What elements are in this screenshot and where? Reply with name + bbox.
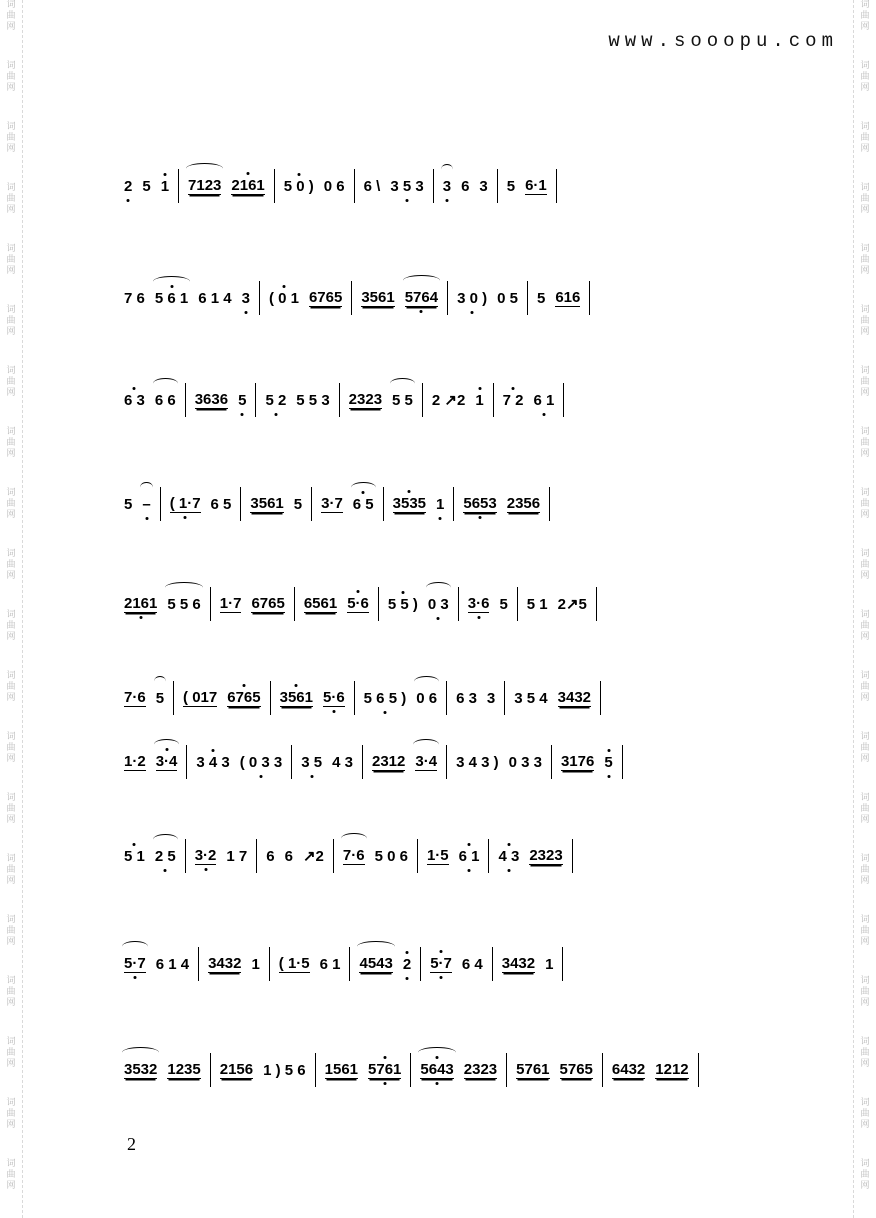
note-group: 1·5 <box>426 847 449 864</box>
measure <box>333 839 417 873</box>
note-group: 5 5 ) <box>387 595 418 613</box>
measure <box>240 487 311 521</box>
note-group: 5·6 <box>322 689 345 706</box>
slur-mark <box>341 833 367 844</box>
note-group: 5 6 1 <box>155 290 188 307</box>
slur-mark <box>390 378 415 389</box>
note-group: 5 <box>124 495 133 513</box>
watermark-mark: 词 曲 网 <box>6 183 16 215</box>
note-group: 5 <box>604 753 613 771</box>
note-group: 5 <box>238 391 247 409</box>
measure <box>270 681 354 715</box>
note-group: 5 5 6 <box>167 596 200 613</box>
note-group: 616 <box>555 289 581 306</box>
note-group: 5 6 5 ) <box>363 689 407 707</box>
note-group: 4543 <box>359 955 392 973</box>
note-group: 6·1 <box>525 177 547 194</box>
watermark-mark: 词 曲 网 <box>860 976 870 1008</box>
note-group: 7·6 <box>343 847 365 865</box>
measure <box>446 681 504 715</box>
watermark-mark: 词 曲 网 <box>6 671 16 703</box>
note-group: 3 <box>443 178 451 195</box>
watermark-mark: 词 曲 网 <box>860 1037 870 1069</box>
watermark-mark: 词 曲 网 <box>6 976 16 1008</box>
note-group: 3636 <box>194 391 229 408</box>
measure <box>118 487 160 521</box>
measure <box>118 587 210 621</box>
slur-mark <box>357 941 394 952</box>
note-group: 2323 <box>348 391 383 408</box>
measure <box>362 745 446 779</box>
measure <box>210 1053 315 1087</box>
note-group: 2161 <box>124 595 158 612</box>
measure <box>255 383 338 417</box>
note-group: 3 4 3 <box>196 753 230 771</box>
note-group: 3 <box>486 689 496 707</box>
measure <box>504 681 601 715</box>
measure <box>506 1053 602 1087</box>
measure <box>178 169 274 203</box>
note-group: 5 5 3 <box>296 391 330 409</box>
note-group: 3561 <box>279 689 313 706</box>
watermark-mark: 词 曲 网 <box>860 793 870 825</box>
note-group: 2323 <box>463 1061 498 1078</box>
slur-mark <box>154 739 180 750</box>
measure <box>118 947 198 981</box>
note-group: 2 <box>124 177 133 195</box>
measure <box>198 947 269 981</box>
note-group: 3·4 <box>156 753 178 771</box>
watermark-mark: 词 曲 网 <box>860 732 870 764</box>
note-group: ( 1·7 <box>169 495 201 512</box>
measure <box>453 487 550 521</box>
note-group: 5 <box>156 690 164 707</box>
measure <box>291 745 362 779</box>
measure <box>527 281 590 315</box>
note-group: 1 <box>436 495 445 513</box>
watermark-mark: 词 曲 网 <box>860 0 870 32</box>
note-group: 6 3 <box>456 689 477 707</box>
note-group: 6 1 4 <box>155 955 190 973</box>
measure <box>433 169 497 203</box>
note-group: 1 <box>160 177 170 195</box>
measure <box>210 587 294 621</box>
measure <box>349 947 420 981</box>
note-group: ( 0 3 3 <box>239 753 283 771</box>
note-group: 4 3 <box>498 847 520 865</box>
note-group: 6561 <box>303 595 338 612</box>
measure <box>488 839 572 873</box>
note-group: 6 6 <box>155 392 176 409</box>
measure <box>493 383 565 417</box>
note-group: 0 6 <box>323 177 345 195</box>
note-group: 3561 <box>361 289 395 306</box>
score-line <box>118 838 768 874</box>
note-group: ( 017 <box>183 689 218 706</box>
measure <box>492 947 564 981</box>
note-group: 2156 <box>219 1061 254 1078</box>
measure <box>185 383 256 417</box>
note-group: 6 5 <box>210 495 232 513</box>
note-group: 0 3 3 <box>508 753 542 771</box>
note-group: 3 <box>241 289 250 307</box>
measure <box>274 169 354 203</box>
watermark-mark: 词 曲 网 <box>860 488 870 520</box>
note-group: 5 <box>536 289 546 307</box>
note-group: 2323 <box>529 847 563 864</box>
note-group: 6 <box>266 847 275 865</box>
measure <box>417 839 489 873</box>
slur-mark <box>414 676 439 687</box>
note-group: 3·2 <box>194 847 217 864</box>
note-group: 2↗5 <box>557 596 587 613</box>
slur-mark <box>140 482 152 493</box>
measure <box>410 1053 506 1087</box>
measure <box>173 681 270 715</box>
slur-mark <box>351 482 376 493</box>
measure <box>118 1053 210 1087</box>
measure <box>446 745 551 779</box>
note-group: 5 1 <box>124 847 145 865</box>
score-line <box>118 680 768 716</box>
watermark-column-left <box>0 0 23 1218</box>
watermark-mark: 词 曲 网 <box>860 183 870 215</box>
note-group: 2 ↗2 <box>431 392 466 409</box>
note-group: 3432 <box>501 955 536 972</box>
note-group: 6 5 <box>353 496 374 513</box>
watermark-mark: 词 曲 网 <box>860 61 870 93</box>
note-group: 5 <box>499 595 508 613</box>
note-group: 5761 <box>368 1061 402 1078</box>
note-group: 5 5 <box>392 392 413 409</box>
slur-mark <box>154 676 166 687</box>
score-line <box>118 946 768 982</box>
slur-mark <box>186 163 223 174</box>
measure <box>422 383 493 417</box>
note-group: 6765 <box>251 595 285 612</box>
note-group: 6765 <box>227 689 261 706</box>
watermark-mark: 词 曲 网 <box>860 122 870 154</box>
note-group: 6 1 <box>319 955 341 973</box>
watermark-mark: 词 曲 网 <box>6 244 16 276</box>
note-group: 7 6 <box>124 289 145 307</box>
note-group: 5 0 ) <box>283 177 314 195</box>
note-group: 1561 <box>324 1061 359 1078</box>
note-group: 2356 <box>506 495 541 512</box>
page-number: 2 <box>127 1134 136 1154</box>
measure <box>517 587 597 621</box>
watermark-mark: 词 曲 网 <box>6 1159 16 1191</box>
measure <box>420 947 492 981</box>
note-group: 5 <box>293 495 303 513</box>
note-group: 3·6 <box>467 595 490 612</box>
note-group: 3432 <box>208 955 242 972</box>
note-group: 3 0 ) <box>457 289 488 307</box>
note-group: ( 1·5 <box>278 955 310 972</box>
measure <box>118 681 173 715</box>
note-group: 3 <box>479 177 488 195</box>
note-group: 3 5 4 <box>514 689 548 707</box>
watermark-mark: 词 曲 网 <box>6 854 16 886</box>
note-group: 5764 <box>405 289 438 307</box>
slur-mark <box>153 378 178 389</box>
note-group: 1235 <box>167 1061 201 1078</box>
watermark-mark: 词 曲 网 <box>6 1037 16 1069</box>
note-group: 3·7 <box>321 495 343 512</box>
note-group: 0 3 <box>428 596 449 613</box>
slur-mark <box>426 582 451 593</box>
note-group: 5643 <box>420 1061 453 1079</box>
score-line <box>118 168 768 204</box>
measure <box>118 745 186 779</box>
watermark-mark: 词 曲 网 <box>6 61 16 93</box>
measure <box>339 383 422 417</box>
note-group: 5765 <box>559 1061 593 1078</box>
slur-mark <box>122 1047 159 1058</box>
site-url: www.sooopu.com <box>608 30 838 52</box>
measure <box>256 839 333 873</box>
note-group: 7123 <box>188 177 221 195</box>
note-group: 6 3 <box>124 391 145 409</box>
note-group: 5 1 <box>526 595 548 613</box>
watermark-mark: 词 曲 网 <box>860 244 870 276</box>
note-group: 6432 <box>611 1061 646 1078</box>
slur-mark <box>403 275 440 286</box>
measure <box>269 947 350 981</box>
measure <box>551 745 623 779</box>
watermark-mark: 词 曲 网 <box>860 854 870 886</box>
measure <box>185 839 257 873</box>
note-group: 5653 <box>463 495 497 512</box>
measure <box>160 487 241 521</box>
measure <box>378 587 458 621</box>
measure <box>354 681 446 715</box>
watermark-mark: 词 曲 网 <box>6 610 16 642</box>
watermark-mark: 词 曲 网 <box>860 610 870 642</box>
watermark-mark: 词 曲 网 <box>6 793 16 825</box>
watermark-mark: 词 曲 网 <box>6 732 16 764</box>
slur-mark <box>165 582 202 593</box>
slur-mark <box>418 1047 455 1058</box>
measure <box>118 383 185 417</box>
note-group: 6 1 4 <box>198 289 232 307</box>
note-group: ( 0 1 <box>268 289 299 307</box>
note-group: 0 6 <box>416 690 437 707</box>
note-group: 1 <box>475 391 484 409</box>
note-group: 2 5 <box>155 848 176 865</box>
note-group: 6 4 <box>461 955 483 973</box>
note-group: 6 \ <box>363 177 381 195</box>
slur-mark <box>153 276 190 287</box>
measure <box>315 1053 411 1087</box>
note-group: 2161 <box>231 177 265 194</box>
measure <box>118 169 178 203</box>
watermark-mark: 词 曲 网 <box>6 0 16 32</box>
note-group: 3535 <box>392 495 427 512</box>
measure <box>354 169 433 203</box>
note-group: 3532 <box>124 1061 157 1079</box>
note-group: – <box>142 496 150 513</box>
score-line <box>118 744 768 780</box>
note-group: 1·2 <box>124 753 146 770</box>
measure <box>602 1053 699 1087</box>
measure <box>259 281 351 315</box>
note-group: 1·7 <box>219 595 242 612</box>
note-group: 4 3 <box>332 753 353 771</box>
score-line <box>118 1052 768 1088</box>
measure <box>294 587 378 621</box>
note-group: 7·6 <box>124 689 146 706</box>
score-line <box>118 280 768 316</box>
note-group: 3·4 <box>415 753 437 771</box>
measure <box>118 839 185 873</box>
measure <box>458 587 517 621</box>
watermark-mark: 词 曲 网 <box>860 1159 870 1191</box>
note-group: 6 <box>284 847 293 865</box>
note-group: 3 4 3 ) <box>456 753 499 771</box>
watermark-mark: 词 曲 网 <box>6 305 16 337</box>
note-group: 5·7 <box>124 955 146 973</box>
note-group: 1 7 <box>226 847 248 865</box>
watermark-column-right <box>853 0 876 1218</box>
note-group: 3176 <box>560 753 595 770</box>
note-group: 6765 <box>308 289 343 306</box>
note-group: 5·7 <box>430 955 452 972</box>
measure <box>118 281 259 315</box>
watermark-mark: 词 曲 网 <box>860 915 870 947</box>
measure <box>497 169 557 203</box>
note-group: 5 <box>142 177 151 195</box>
note-group: 5 0 6 <box>374 847 408 865</box>
note-group: 1 ) 5 6 <box>263 1061 306 1079</box>
note-group: 2312 <box>372 753 406 770</box>
measure <box>447 281 527 315</box>
watermark-mark: 词 曲 网 <box>860 305 870 337</box>
watermark-mark: 词 曲 网 <box>860 427 870 459</box>
note-group: 5 2 <box>265 391 287 409</box>
note-group: 6 1 <box>458 847 480 865</box>
score-line <box>118 382 768 418</box>
watermark-mark: 词 曲 网 <box>860 1098 870 1130</box>
note-group: 6 <box>461 177 470 195</box>
slur-mark <box>413 739 439 750</box>
note-group: 7 2 <box>502 391 524 409</box>
note-group: 3 5 3 <box>390 177 424 195</box>
note-group: 2 <box>402 955 412 973</box>
watermark-mark: 词 曲 网 <box>860 366 870 398</box>
note-group: 3561 <box>250 495 284 512</box>
slur-mark <box>122 941 148 952</box>
watermark-mark: 词 曲 网 <box>860 549 870 581</box>
score-line <box>118 586 768 622</box>
note-group: 1 <box>251 955 260 973</box>
slur-mark <box>441 164 453 175</box>
note-group: 5761 <box>516 1061 550 1078</box>
watermark-mark: 词 曲 网 <box>6 427 16 459</box>
measure <box>311 487 383 521</box>
score-line <box>118 486 768 522</box>
watermark-mark: 词 曲 网 <box>6 549 16 581</box>
watermark-mark: 词 曲 网 <box>6 366 16 398</box>
note-group: 5·6 <box>347 595 369 612</box>
note-group: 6 1 <box>533 391 555 409</box>
measure <box>383 487 454 521</box>
note-group: ↗2 <box>302 848 324 865</box>
note-group: 3 5 <box>301 753 323 771</box>
note-group: 0 5 <box>497 289 518 307</box>
watermark-mark: 词 曲 网 <box>860 671 870 703</box>
watermark-mark: 词 曲 网 <box>6 915 16 947</box>
watermark-mark: 词 曲 网 <box>6 488 16 520</box>
watermark-mark: 词 曲 网 <box>6 1098 16 1130</box>
note-group: 3432 <box>557 689 592 706</box>
note-group: 1 <box>545 955 554 973</box>
slur-mark <box>153 834 178 845</box>
note-group: 5 <box>506 177 516 195</box>
note-group: 1212 <box>655 1061 689 1078</box>
watermark-mark: 词 曲 网 <box>6 122 16 154</box>
measure <box>186 745 291 779</box>
measure <box>351 281 447 315</box>
